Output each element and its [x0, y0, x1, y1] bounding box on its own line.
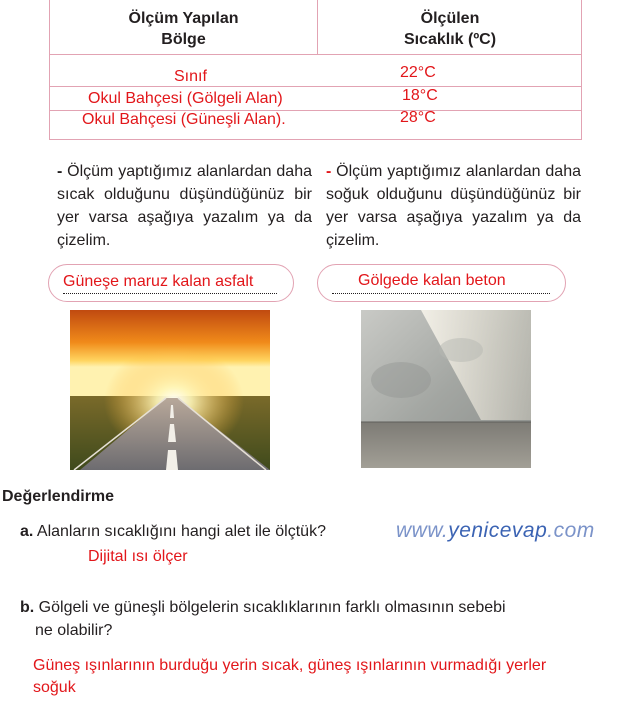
table-cell-temp: 28°C [400, 109, 436, 126]
table-header-region: Ölçüm Yapılan Bölge [128, 10, 239, 48]
question-b-answer: Güneş ışınlarının burduğu yerin sıcak, güneş ışınlarının vurmadığı yerler [33, 657, 547, 674]
question-b-line2: ne olabilir? [35, 622, 113, 639]
concrete-wall-image [361, 310, 531, 468]
right-answer-text: Gölgede kalan beton [358, 272, 506, 289]
answer-dotted-line [63, 293, 277, 294]
left-prompt: - Ölçüm yaptığımız alanlardan daha sıcak olduğunu düşündüğünüz bir yer varsa aşağıya yazalım ya da çizelim. [57, 163, 312, 249]
table-cell-region: Okul Bahçesi (Güneşli Alan). [82, 111, 286, 128]
question-a-answer: Dijital ısı ölçer [88, 548, 188, 565]
sunset-road-image [70, 310, 270, 470]
right-prompt: - Ölçüm yaptığımız alanlardan daha soğuk olduğunu düşündüğünüz bir yer varsa aşağıya yazalım ya da çizelim. [326, 163, 581, 249]
left-answer-text: Güneşe maruz kalan asfalt [63, 273, 254, 290]
table-header-divider [50, 54, 581, 55]
table-cell-temp: 22°C [400, 64, 436, 81]
table-row-divider [50, 86, 581, 87]
question-b-answer-line2: soğuk [33, 679, 76, 696]
answer-dotted-line [332, 293, 550, 294]
right-answer-box [317, 264, 566, 302]
left-answer-box [48, 264, 294, 302]
table-cell-temp: 18°C [402, 87, 438, 104]
table-cell-region: Sınıf [174, 68, 207, 85]
question-a: a. Alanların sıcaklığını hangi alet ile ölçtük? [20, 523, 326, 540]
evaluation-heading: Değerlendirme [2, 488, 115, 505]
table-header-temperature: Ölçülen Sıcaklık (ºC) [403, 10, 497, 48]
watermark: www.yenicevap.com [396, 519, 595, 542]
table-cell-region: Okul Bahçesi (Gölgeli Alan) [88, 90, 283, 107]
question-b: b. Gölgeli ve güneşli bölgelerin sıcaklıklarının farklı olmasının sebebi [20, 599, 506, 616]
measurement-table [49, 0, 582, 140]
